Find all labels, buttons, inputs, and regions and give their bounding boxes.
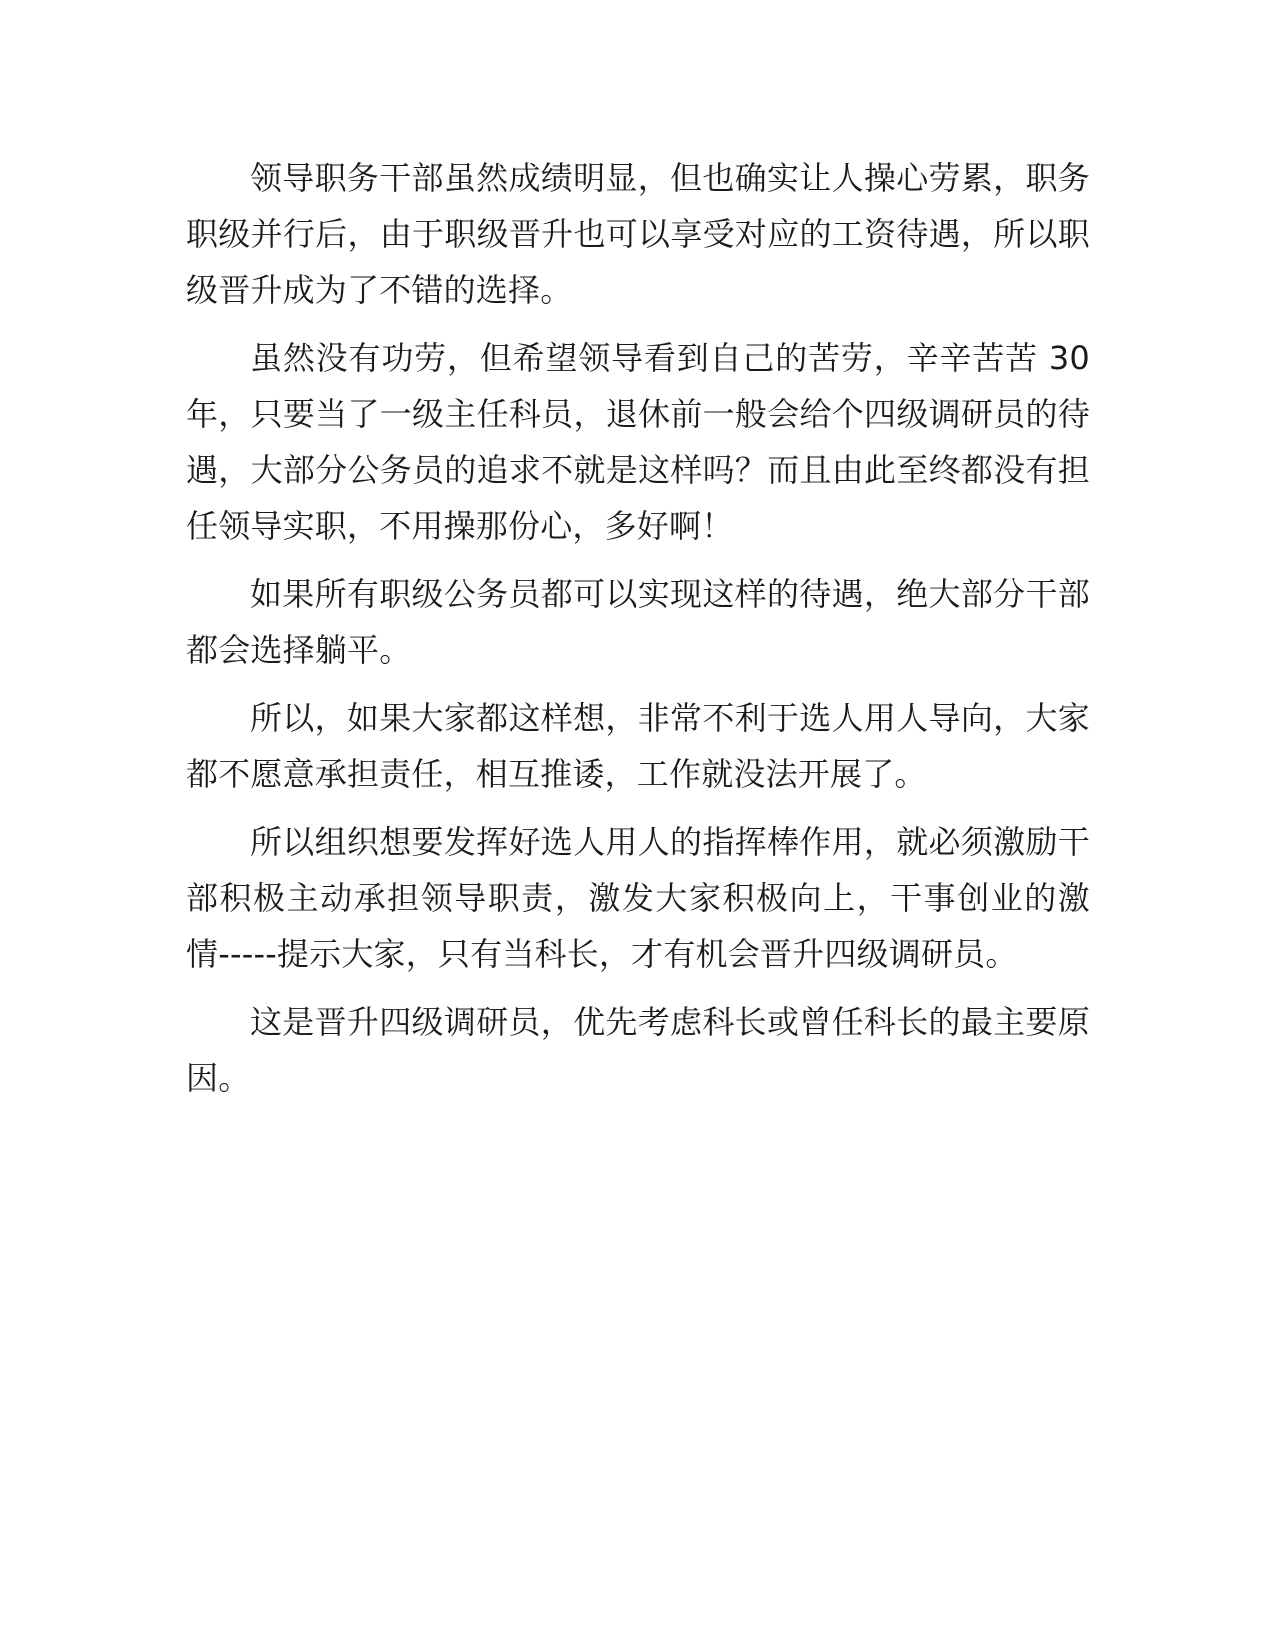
paragraph: 这是晋升四级调研员，优先考虑科长或曾任科长的最主要原因。 (186, 1003, 1090, 1097)
paragraph: 如果所有职级公务员都可以实现这样的待遇，绝大部分干部都会选择躺平。 (186, 575, 1090, 669)
document-body (186, 150, 1090, 1118)
paragraph: 领导职务干部虽然成绩明显，但也确实让人操心劳累，职务职级并行后，由于职级晋升也可以享受对应的工资待遇，所以职级晋升成为了不错的选择。 (186, 159, 1090, 309)
paragraph: 所以组织想要发挥好选人用人的指挥棒作用，就必须激励干部积极主动承担领导职责，激发大家积极向上，干事创业的激情-----提示大家，只有当科长，才有机会晋升四级调研员。 (186, 823, 1090, 973)
paragraph: 虽然没有功劳，但希望领导看到自己的苦劳，辛辛苦苦 30 年，只要当了一级主任科员，退休前一般会给个四级调研员的待遇，大部分公务员的追求不就是这样吗？而且由此至终都没有担任领导实职，不用操那份心，多好啊！ (186, 339, 1090, 545)
paragraph: 所以，如果大家都这样想，非常不利于选人用人导向，大家都不愿意承担责任，相互推诿，工作就没法开展了。 (186, 699, 1090, 793)
